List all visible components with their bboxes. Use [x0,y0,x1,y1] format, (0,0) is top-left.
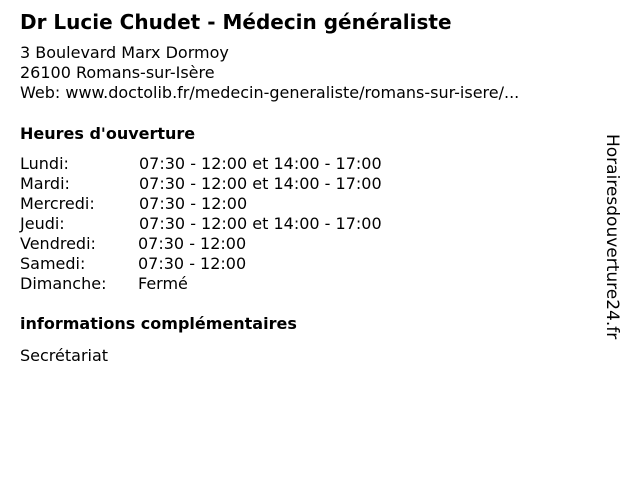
day-label: Lundi: [20,154,69,173]
time-value: 07:30 - 12:00 [138,254,247,273]
watermark: Horairesdouverture24.fr [602,134,622,340]
info-heading: informations complémentaires [20,314,297,333]
page-title: Dr Lucie Chudet - Médecin généraliste [20,10,452,34]
address-web: Web: www.doctolib.fr/medecin-generaliste/romans-sur-isere/... [20,83,520,102]
day-label: Jeudi: [20,214,65,233]
day-label: Dimanche: [20,274,107,293]
address-street: 3 Boulevard Marx Dormoy [20,43,229,62]
time-value: Fermé [138,274,188,293]
time-value: 07:30 - 12:00 [139,194,248,213]
info-text: Secrétariat [20,346,109,365]
address-city: 26100 Romans-sur-Isère [20,63,215,82]
time-value: 07:30 - 12:00 [138,234,247,253]
time-value: 07:30 - 12:00 et 14:00 - 17:00 [139,154,382,173]
time-value: 07:30 - 12:00 et 14:00 - 17:00 [139,214,382,233]
day-label: Mercredi: [20,194,95,213]
address-block [20,43,519,103]
day-label: Mardi: [20,174,70,193]
hours-heading: Heures d'ouverture [20,124,196,143]
day-label: Samedi: [20,254,86,273]
time-value: 07:30 - 12:00 et 14:00 - 17:00 [139,174,382,193]
day-label: Vendredi: [20,234,96,253]
